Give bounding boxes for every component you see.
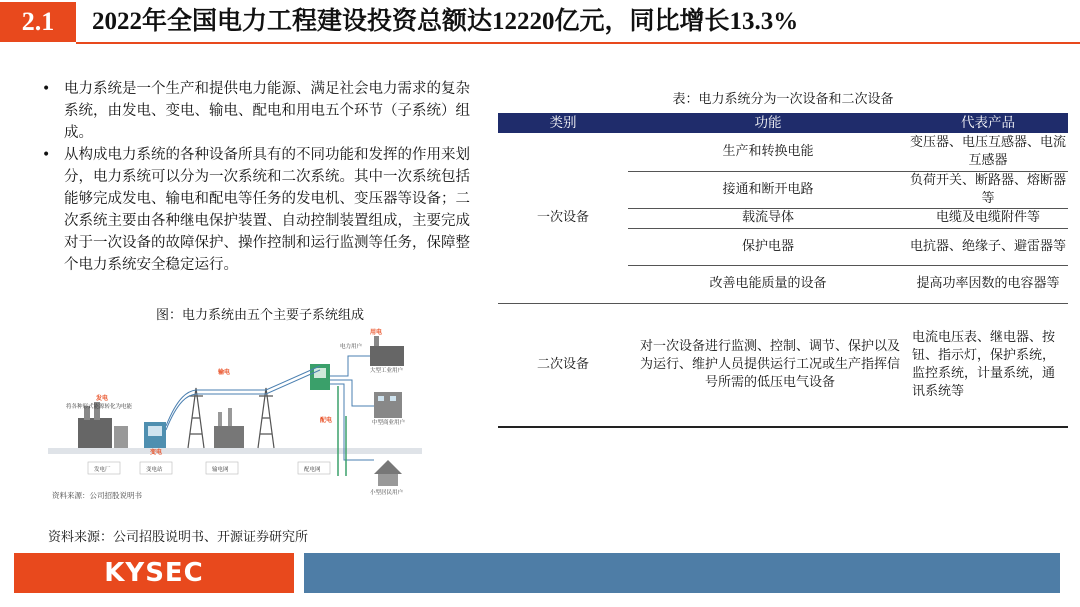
equipment-table <box>498 113 1068 428</box>
slide-title: 2022年全国电力工程建设投资总额达12220亿元，同比增长13.3% <box>92 8 799 35</box>
table-cell-function: 接通和断开电路 <box>722 181 814 197</box>
label-substation: 变电 <box>150 449 163 456</box>
bullet-list <box>40 78 482 276</box>
distribution-transformer-icon <box>310 364 330 390</box>
distribution-lines <box>338 386 346 476</box>
table-cell-products: 负荷开关、断路器、熔断器等 <box>909 172 1066 206</box>
label-plant: 发电厂 <box>94 467 111 473</box>
label-small-user: 小型居民用户 <box>370 490 404 496</box>
bottom-label-boxes <box>88 462 330 474</box>
figure-source: 资料来源：公司招股说明书 <box>52 491 142 500</box>
row-divider <box>628 228 1068 229</box>
label-grid: 输电网 <box>212 467 229 473</box>
table-cell-products: 提高功率因数的电容器等 <box>916 276 1060 291</box>
ground-strip <box>48 448 422 454</box>
category-primary: 一次设备 <box>536 210 589 225</box>
footnote-source: 资料来源：公司招股说明书、开源证券研究所 <box>48 530 309 545</box>
table-cell-products: 电缆及电缆附件等 <box>935 210 1040 225</box>
substation-icon <box>144 422 166 448</box>
row-divider <box>628 208 1068 209</box>
label-transmission: 输电 <box>218 369 231 376</box>
label-distribution: 配电 <box>320 417 333 424</box>
slide-header <box>0 0 1080 46</box>
header-category: 类别 <box>549 115 577 131</box>
label-large-user: 大型工业用户 <box>370 368 404 374</box>
medium-commercial-user-icon <box>374 392 402 418</box>
table-cell-function: 生产和转换电能 <box>722 144 814 159</box>
label-consumption: 用电 <box>370 329 383 336</box>
power-system-diagram <box>48 326 422 504</box>
category-secondary: 二次设备 <box>536 357 589 372</box>
table-cell-function: 对一次设备进行监测、控制、调节、保护以及为运行、维护人员提供运行工况或生产指挥信号所需的低压电气设备 <box>639 339 900 390</box>
table-caption: 表：电力系统分为一次设备和二次设备 <box>672 92 894 107</box>
bullet-item: • 电力系统是一个生产和提供电力能源、满足社会电力需求的复杂系统，由发电、变电、输电、配电和用电五个环节（子系统）组成。 <box>40 78 482 144</box>
footer-blue-bar <box>304 553 1060 593</box>
small-residential-user-icon <box>374 460 402 486</box>
label-generation: 发电 <box>96 395 109 402</box>
table-bottom-rule <box>498 426 1068 428</box>
section-number-badge: 2.1 <box>0 2 76 42</box>
table-cell-function: 载流导体 <box>741 210 794 225</box>
table-header-row <box>498 113 1068 133</box>
label-generation-note: 将各种形式能源转化为电能 <box>66 404 133 410</box>
large-industrial-user-icon <box>370 336 404 366</box>
bullet-item: • 从构成电力系统的各种设备所具有的不同功能和发挥的作用来划分，电力系统可以分为一次系统和二次系统。其中一次系统包括能够完成发电、输电和配电等任务的发电机、变压器等设备；二次系统主要由各种继电保护装置、自动控制装置组成，主要完成对于一次设备的故障保护、操作控制和运行监测等任务，保障整个电力系统安全稳定运行。 <box>40 144 482 276</box>
slide-footer <box>0 553 1080 593</box>
table-cell-function: 改善电能质量的设备 <box>709 276 827 291</box>
power-lines <box>166 356 374 460</box>
header-divider <box>76 42 1080 44</box>
grid-station-icon <box>214 408 244 448</box>
row-divider <box>628 265 1068 266</box>
row-divider <box>628 171 1068 172</box>
table-cell-products: 电抗器、绝缘子、避雷器等 <box>909 238 1066 254</box>
kysec-logo: KYSEC <box>14 553 294 593</box>
group-divider <box>498 303 1068 304</box>
table-cell-products: 电流电压表、继电器、按钮、指示灯，保护系统，监控系统，计量系统，通讯系统等 <box>912 330 1056 399</box>
label-sub-station: 变电站 <box>146 467 163 473</box>
figure-caption: 图：电力系统由五个主要子系统组成 <box>155 308 364 323</box>
header-function: 功能 <box>754 115 782 131</box>
label-power-user: 电力用户 <box>340 344 363 350</box>
table-cell-function: 保护电器 <box>741 238 794 254</box>
label-dist-grid: 配电网 <box>304 467 321 473</box>
label-medium-user: 中型商业用户 <box>372 420 406 426</box>
header-products: 代表产品 <box>961 115 1015 131</box>
table-cell-products: 变压器、电压互感器、电流互感器 <box>909 135 1066 168</box>
